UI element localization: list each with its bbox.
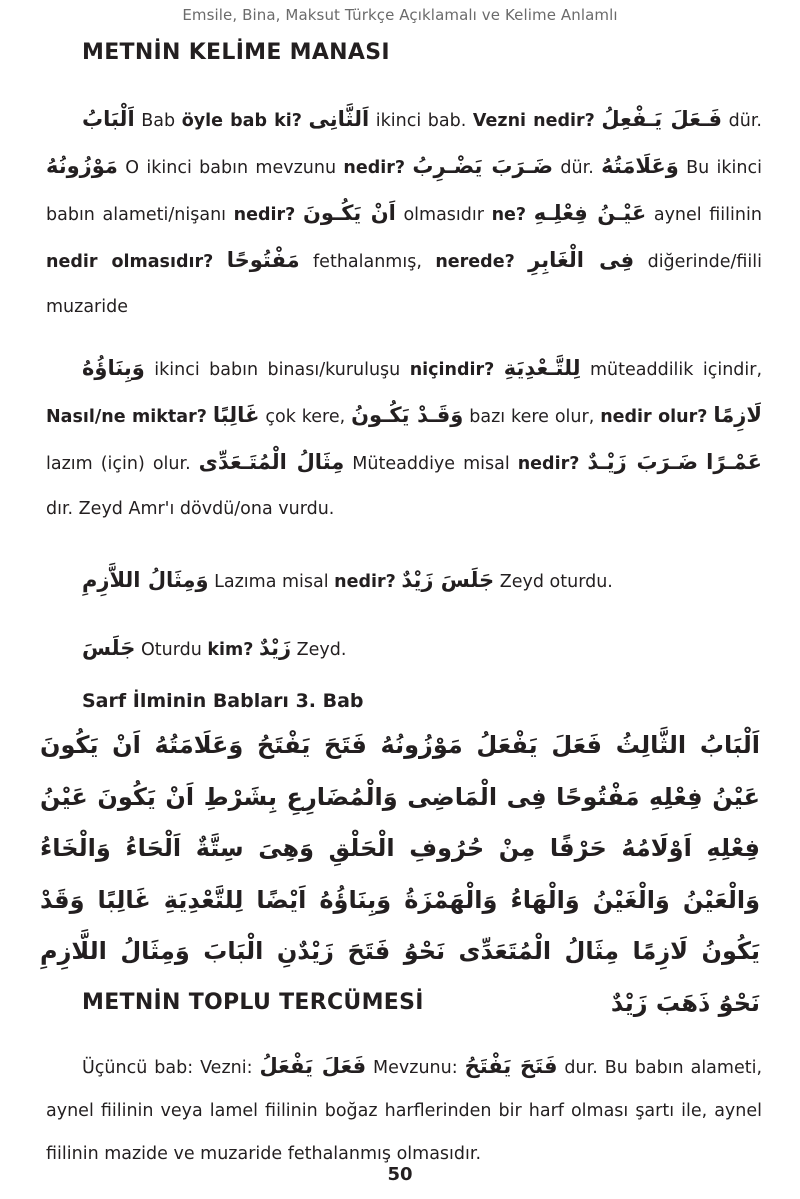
arabic-term: مَوْزُونُهُ [46,154,118,178]
paragraph-word-meanings-3 [46,558,762,605]
text-run: diğerinde/fiili muzaride [46,252,762,317]
text-run: Zeyd oturdu. [494,572,613,592]
arabic-term: اَنْ يَكُـونَ [302,201,396,225]
text-run: ikinci bab. [369,111,473,131]
paragraph-full-translation [46,1045,762,1176]
paragraph-word-meanings-2 [46,346,762,532]
text-run: ikinci babın binası/kuruluşu [144,360,410,380]
text-run: müteaddilik içindir, [580,360,763,380]
arabic-term: عَمْـرًا [706,450,762,474]
section-heading-full-translation: METNİN TOPLU TERCÜMESİ [82,990,424,1015]
question-text: nedir? [343,158,406,178]
arabic-term: لِلتَّـعْدِيَةِ [503,356,581,380]
question-text: öyle bab ki? [181,111,302,131]
text-run: lazım (için) olur. [46,454,199,474]
arabic-term: فَعَلَ يَفْعَلُ [259,1054,367,1078]
section-heading-word-meanings: METNİN KELİME MANASI [82,40,390,65]
arabic-term: اَلْبَابُ [82,107,135,131]
arabic-term: مِثَالُ الْمُتَـعَدِّى [198,450,345,474]
arabic-term: ضَـرَبَ يَضْـرِبُ [412,154,554,178]
text-run: dür. [722,111,762,131]
paragraph-word-meanings-1 [46,97,762,330]
arabic-term: وَبِنَاؤُهُ [82,356,145,380]
question-text: nedir? [233,205,296,225]
text-run: fethalanmış, [299,252,436,272]
page-number: 50 [387,1164,413,1185]
text-run: Üçüncü bab: Vezni: [82,1058,260,1078]
paragraph-word-meanings-4 [46,626,762,673]
arabic-term: ضَـرَبَ زَيْـدٌ [587,450,699,474]
text-run: Oturdu [135,640,208,660]
text-run: Bu ikinci babın alameti/nişanı [46,158,762,225]
running-header: Emsile, Bina, Maksut Türkçe Açıklamalı ve Kelime Anlamlı [182,6,618,24]
text-run: bazı kere olur, [463,407,601,427]
arabic-term: جَلَسَ [82,636,136,660]
question-text: nedir? [334,572,396,592]
arabic-term: جَلَسَ زَيْدٌ [401,568,495,592]
text-run [515,252,528,272]
arabic-term: لَازِمًا [713,403,762,427]
arabic-term: وَمِثَالُ اللاَّزِمِ [82,568,209,592]
text-run: Zeyd. [291,640,347,660]
text-run: O ikinci babın mevzunu [117,158,344,178]
text-run: aynel fiilinin [646,205,762,225]
section-subheading-third-bab: Sarf İlminin Babları 3. Bab [82,690,364,712]
text-run: olmasıdır [395,205,492,225]
text-run: çok kere, [259,407,352,427]
text-run: Lazıma misal [208,572,335,592]
arabic-source-text: اَلْبَابُ الثَّالِثُ فَعَلَ يَفْعَلُ مَوْزُونُهُ فَتَحَ يَفْتَحُ وَعَلَامَتُهُ اَنْ يَكُونَ عَيْنُ فِعْلِهِ مَفْتُوحًا فِى الْمَاضِى وَالْمُضَارِعِ بِشَرْطِ اَنْ يَكُونَ عَيْنُ فِعْلِهِ اَوْلَامُهُ حَرْفًا مِنْ حُرُوفِ الْحَلْقِ وَهِىَ سِتَّةٌ اَلْحَاءُ وَالْخَاءُ وَالْعَيْنُ وَالْغَيْنُ وَالْهَاءُ وَالْهَمْزَةُ وَبِنَاؤُهُ اَيْضًا لِلتَّعْدِيَةِ غَالِبًا وَقَدْ يَكُونُ لَازِمًا مِثَالُ الْمُتَعَدِّى نَحْوُ فَتَحَ زَيْدٌنِ الْبَابَ وَمِثَالُ اللَّازِمِ نَحْوُ ذَهَبَ زَيْدٌ [40,731,760,1017]
text-run: Bab [134,111,182,131]
arabic-term: فِى الْغَابِرِ [528,248,635,272]
arabic-term: فَتَحَ يَفْتَحُ [464,1054,558,1078]
question-text: Vezni nedir? [472,111,595,131]
text-run [526,205,534,225]
text-run: dur. Bu babın alameti, aynel fiilinin veya lamel fiilinin boğaz harflerinden bir harf olması şartı ile, aynel fiilinin mazide ve muzaride fethalanmış olmasıdır. [46,1058,763,1164]
text-run [698,454,706,474]
question-text: nedir olmasıdır? [46,252,214,272]
arabic-term: عَيْـنُ فِعْلِـهِ [533,201,647,225]
text-run [295,205,303,225]
question-text: nerede? [435,252,515,272]
arabic-term: زَيْدٌ [258,636,292,660]
arabic-term: مَفْتُوحًا [226,248,300,272]
text-run [302,111,309,131]
text-run: Müteaddiye misal [344,454,518,474]
arabic-term: وَعَلَامَتُهُ [601,154,679,178]
question-text: ne? [491,205,527,225]
question-text: niçindir? [409,360,495,380]
text-run [213,252,226,272]
text-run [494,360,503,380]
arabic-term: غَالِبًا [212,403,260,427]
text-run: dür. [553,158,602,178]
text-run: dır. Zeyd Amr'ı dövdü/ona vurdu. [46,499,335,519]
arabic-term: فَـعَلَ يَـفْعِلُ [601,107,723,131]
text-run: Mevzunu: [366,1058,465,1078]
question-text: Nasıl/ne miktar? [46,407,207,427]
arabic-term: اَلثَّانِى [308,107,370,131]
question-text: nedir? [517,454,580,474]
question-text: nedir olur? [600,407,708,427]
arabic-term: وَقَـدْ يَكُـونُ [351,403,464,427]
question-text: kim? [207,640,254,660]
